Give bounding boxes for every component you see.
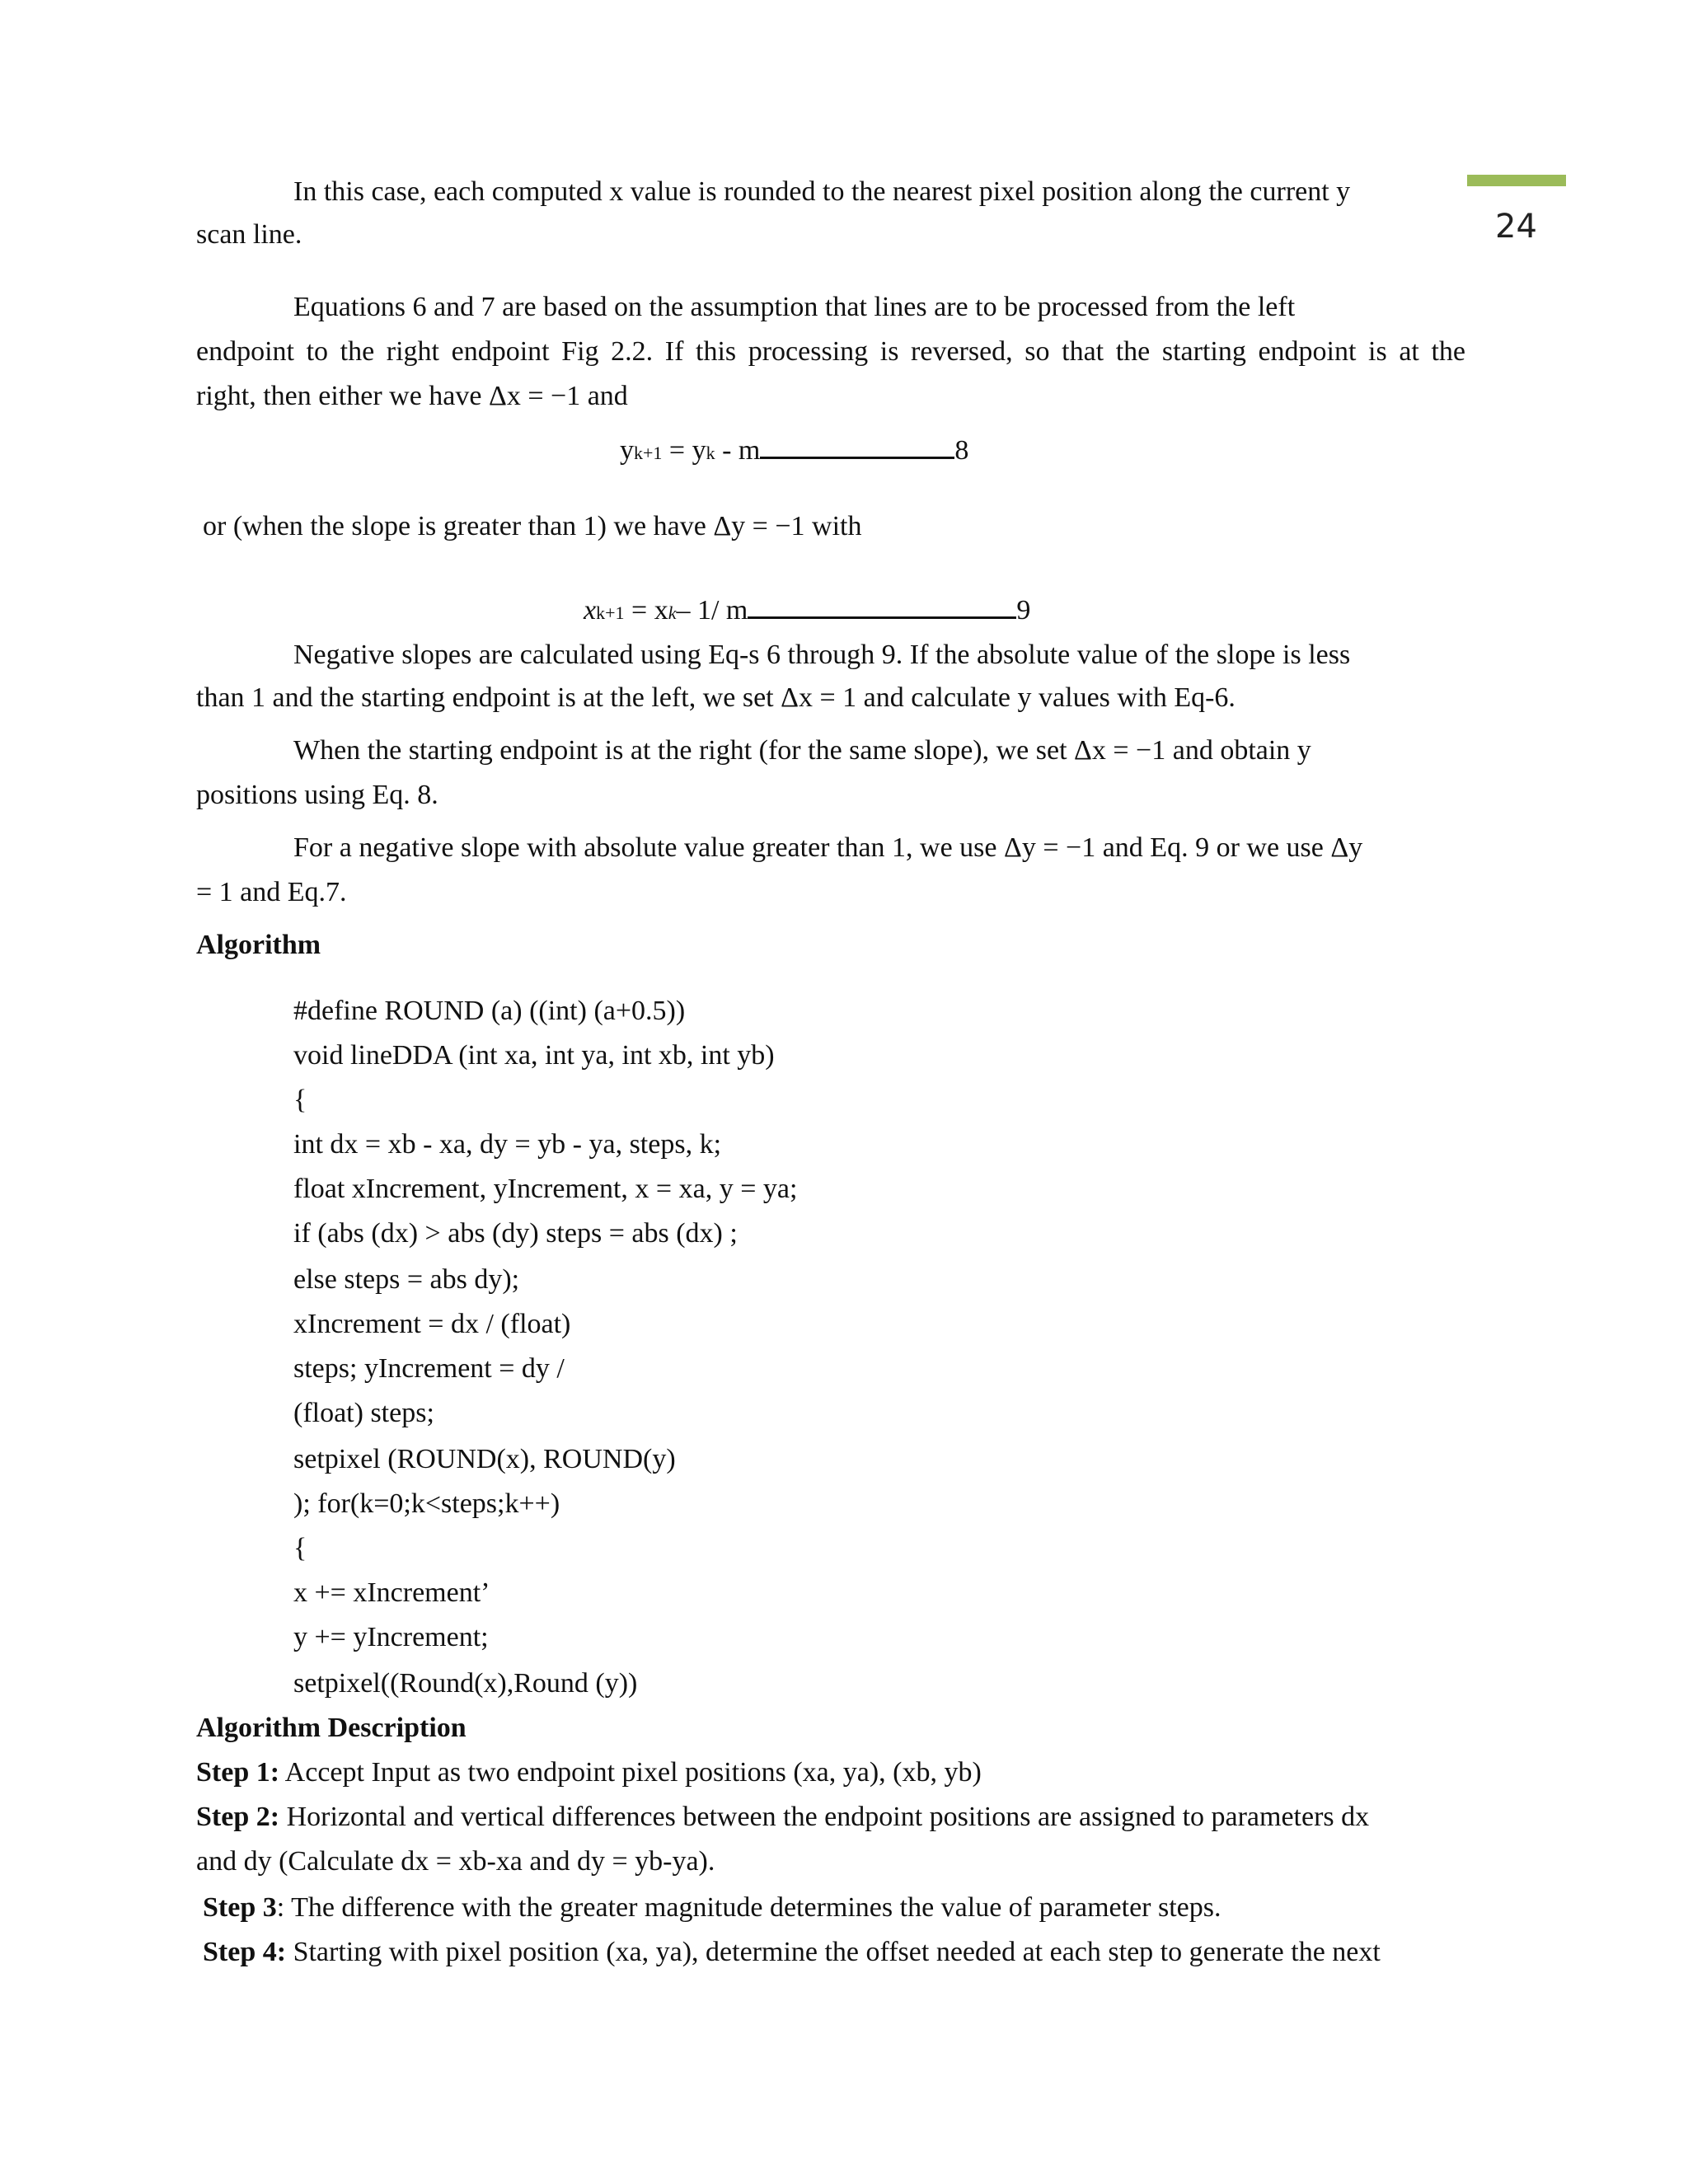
code-line: setpixel((Round(x),Round (y)) <box>293 1668 638 1699</box>
eq8-sub-right: k <box>706 443 715 463</box>
paragraph-1-line-2: scan line. <box>196 219 302 250</box>
eq8-number: 8 <box>954 435 969 466</box>
eq9-x-left: x <box>584 595 597 626</box>
paragraph-2-line-1: Equations 6 and 7 are based on the assumption that lines are to be processed from the left <box>293 292 1296 322</box>
code-line: setpixel (ROUND(x), ROUND(y) <box>293 1444 676 1474</box>
paragraph-2-line-3: right, then either we have Δx = −1 and <box>196 381 628 411</box>
code-line: void lineDDA (int xa, int ya, int xb, int yb) <box>293 1040 775 1071</box>
eq8-underline <box>760 432 954 459</box>
code-line: else steps = abs dy); <box>293 1264 520 1295</box>
code-line: steps; yIncrement = dy / <box>293 1353 565 1384</box>
code-line: (float) steps; <box>293 1398 434 1428</box>
code-line: ); for(k=0;k<steps;k++) <box>293 1488 560 1519</box>
step-2-label: Step 2: <box>196 1802 280 1832</box>
paragraph-2-line-2: endpoint to the right endpoint Fig 2.2. If this processing is reversed, so that the starting endpoint is at the <box>196 336 1465 367</box>
code-line: { <box>293 1085 307 1115</box>
eq9-number: 9 <box>1016 595 1031 626</box>
code-line: float xIncrement, yIncrement, x = xa, y = ya; <box>293 1174 798 1204</box>
step-1-label: Step 1: <box>196 1757 280 1788</box>
paragraph-5-line-1: When the starting endpoint is at the right (for the same slope), we set Δx = −1 and obtain y <box>293 735 1311 766</box>
eq9-underline <box>748 592 1016 619</box>
step-2 <box>196 1795 1369 1840</box>
step-4-text: Starting with pixel position (xa, ya), determine the offset needed at each step to generate the next <box>286 1937 1381 1967</box>
step-4 <box>203 1930 1381 1975</box>
paragraph-1-line-1: In this case, each computed x value is rounded to the nearest pixel position along the current y <box>293 176 1351 207</box>
step-3-text: : The difference with the greater magnitude determines the value of parameter steps. <box>276 1892 1221 1923</box>
paragraph-3: or (when the slope is greater than 1) we have Δy = −1 with <box>203 511 862 541</box>
paragraph-2 <box>196 285 1465 330</box>
step-1 <box>196 1750 982 1795</box>
eq9-sub-right: k <box>668 602 677 623</box>
eq9-eq-sign: = x <box>624 595 668 626</box>
step-1-text: Accept Input as two endpoint pixel positions (xa, ya), (xb, yb) <box>279 1757 982 1788</box>
equation-8 <box>620 429 968 476</box>
code-line: x += xIncrement’ <box>293 1577 490 1608</box>
paragraph-6-line-1: For a negative slope with absolute value greater than 1, we use Δy = −1 and Eq. 9 or we use Δy <box>293 832 1363 863</box>
algorithm-description-heading: Algorithm Description <box>196 1713 467 1743</box>
eq9-sub-left: k+1 <box>596 602 625 623</box>
eq8-y-left: y <box>620 435 634 466</box>
eq9-rest: – 1/ m <box>676 595 748 626</box>
code-line: int dx = xb - xa, dy = yb - ya, steps, k; <box>293 1129 722 1160</box>
step-2-text: Horizontal and vertical differences between the endpoint positions are assigned to parameters dx <box>279 1802 1370 1832</box>
code-line: xIncrement = dx / (float) <box>293 1309 571 1339</box>
step-2-line-2: and dy (Calculate dx = xb-xa and dy = yb-ya). <box>196 1846 715 1877</box>
header-accent-bar <box>1467 175 1566 186</box>
code-line: y += yIncrement; <box>293 1622 489 1652</box>
step-3 <box>203 1886 1221 1930</box>
eq8-sub-left: k+1 <box>634 443 663 463</box>
code-line: if (abs (dx) > abs (dy) steps = abs (dx) ; <box>293 1218 738 1249</box>
paragraph-6-line-2: = 1 and Eq.7. <box>196 877 347 907</box>
paragraph-4-line-1: Negative slopes are calculated using Eq-s 6 through 9. If the absolute value of the slope is less <box>293 640 1351 670</box>
step-4-label: Step 4: <box>203 1937 287 1967</box>
code-line: { <box>293 1533 307 1563</box>
step-3-label: Step 3 <box>203 1892 277 1923</box>
paragraph-5-line-2: positions using Eq. 8. <box>196 780 438 810</box>
eq8-eq-sign: = y <box>662 435 706 466</box>
equation-9 <box>584 588 1030 635</box>
page-number: 24 <box>1495 208 1537 246</box>
algorithm-heading: Algorithm <box>196 930 321 960</box>
code-line: #define ROUND (a) ((int) (a+0.5)) <box>293 996 686 1026</box>
paragraph-4-line-2: than 1 and the starting endpoint is at the left, we set Δx = 1 and calculate y values with Eq-6. <box>196 682 1236 713</box>
eq8-rest: - m <box>715 435 761 466</box>
